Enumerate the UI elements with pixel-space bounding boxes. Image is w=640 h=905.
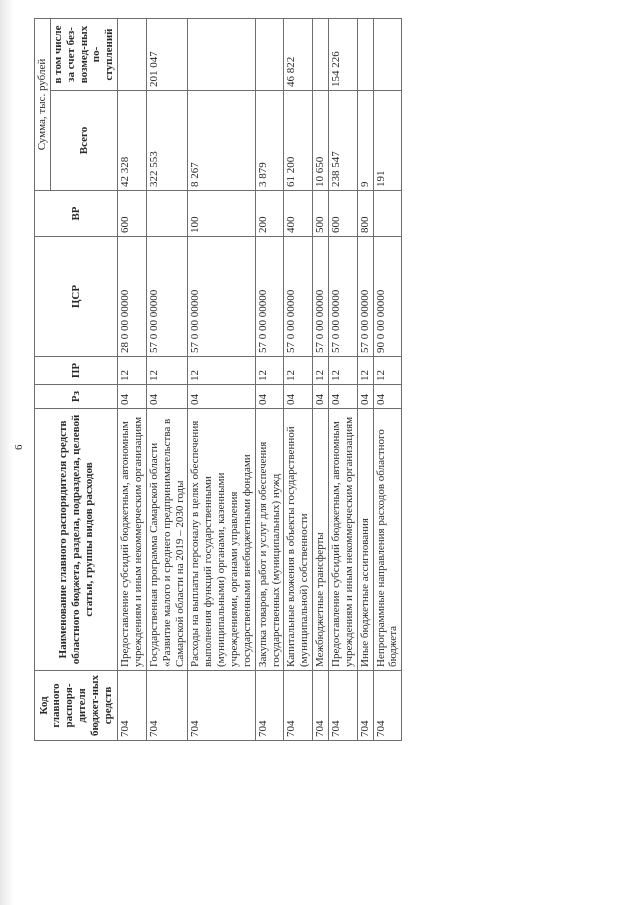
cell-incl: 201 047 — [146, 19, 188, 91]
cell-incl: 154 226 — [329, 19, 358, 91]
cell-vr: 200 — [255, 191, 284, 237]
cell-total: 191 — [373, 91, 402, 191]
cell-pr: 12 — [146, 357, 188, 385]
cell-pr: 12 — [255, 357, 284, 385]
cell-total: 3 879 — [255, 91, 284, 191]
cell-name: Расходы на выплаты персоналу в целях обеспечения выполнения функций государственными (муниципальными) органами, казенными учреждениями, органами управления государственными внебюджетными фондами — [188, 409, 255, 671]
cell-total: 8 267 — [188, 91, 255, 191]
cell-rz: 04 — [313, 385, 329, 409]
cell-code: 704 — [118, 671, 147, 741]
cell-rz: 04 — [118, 385, 147, 409]
cell-rz: 04 — [188, 385, 255, 409]
table-row — [118, 19, 147, 741]
cell-name: Капитальные вложения в объекты государственной (муниципальной) собственности — [284, 409, 313, 671]
cell-rz: 04 — [373, 385, 402, 409]
cell-pr: 12 — [329, 357, 358, 385]
cell-name: Предоставление субсидий бюджетным, автономным учреждениям и иным некоммерческим организациям — [329, 409, 358, 671]
cell-incl — [118, 19, 147, 91]
cell-rz: 04 — [255, 385, 284, 409]
table-row — [373, 19, 402, 741]
cell-code: 704 — [373, 671, 402, 741]
cell-pr: 12 — [188, 357, 255, 385]
cell-incl — [357, 19, 373, 91]
cell-name: Предоставление субсидий бюджетным, автономным учреждениям и иным некоммерческим организациям — [118, 409, 147, 671]
cell-name: Межбюджетные трансферты — [313, 409, 329, 671]
cell-pr: 12 — [313, 357, 329, 385]
cell-total: 322 553 — [146, 91, 188, 191]
cell-rz: 04 — [284, 385, 313, 409]
header-total: Всего — [50, 91, 117, 191]
cell-code: 704 — [357, 671, 373, 741]
header-name: Наименование главного распорядителя средств областного бюджета, раздела, подраздела, целевой статьи, группы видов расходов — [35, 409, 118, 671]
cell-name: Непрограммные направления расходов областного бюджета — [373, 409, 402, 671]
cell-code: 704 — [255, 671, 284, 741]
cell-csr: 90 0 00 00000 — [373, 237, 402, 357]
cell-total: 10 650 — [313, 91, 329, 191]
cell-total: 9 — [357, 91, 373, 191]
header-row-top — [35, 19, 51, 741]
page-number: 6 — [13, 444, 25, 450]
cell-vr: 100 — [188, 191, 255, 237]
cell-csr: 57 0 00 00000 — [313, 237, 329, 357]
cell-csr: 57 0 00 00000 — [357, 237, 373, 357]
cell-csr: 57 0 00 00000 — [255, 237, 284, 357]
cell-pr: 12 — [357, 357, 373, 385]
cell-incl — [373, 19, 402, 91]
header-code: Код главного распоря-дителя бюджет-ных средств — [35, 671, 118, 741]
cell-total: 61 200 — [284, 91, 313, 191]
cell-name: Государственная программа Самарской области «Развитие малого и среднего предпринимательства в Самарской области на 2019 – 2030 годы — [146, 409, 188, 671]
header-sum-group: Сумма, тыс. рублей — [35, 19, 51, 191]
cell-pr: 12 — [118, 357, 147, 385]
table-row — [329, 19, 358, 741]
cell-vr: 500 — [313, 191, 329, 237]
header-incl: в том числе за счет без-возмед-ных по-ступлений — [50, 19, 117, 91]
header-vr: ВР — [35, 191, 118, 237]
cell-code: 704 — [329, 671, 358, 741]
cell-csr: 57 0 00 00000 — [284, 237, 313, 357]
cell-csr: 57 0 00 00000 — [329, 237, 358, 357]
cell-incl — [188, 19, 255, 91]
cell-code: 704 — [188, 671, 255, 741]
table-row — [188, 19, 255, 741]
cell-vr: 600 — [329, 191, 358, 237]
cell-vr: 800 — [357, 191, 373, 237]
cell-csr: 57 0 00 00000 — [146, 237, 188, 357]
cell-vr — [146, 191, 188, 237]
header-csr: ЦСР — [35, 237, 118, 357]
table-row — [284, 19, 313, 741]
cell-incl — [255, 19, 284, 91]
cell-csr: 57 0 00 00000 — [188, 237, 255, 357]
cell-incl: 46 822 — [284, 19, 313, 91]
cell-pr: 12 — [284, 357, 313, 385]
table-row — [313, 19, 329, 741]
cell-csr: 28 0 00 00000 — [118, 237, 147, 357]
table-row — [255, 19, 284, 741]
table-row — [146, 19, 188, 741]
cell-name: Иные бюджетные ассигнования — [357, 409, 373, 671]
cell-vr: 400 — [284, 191, 313, 237]
cell-code: 704 — [313, 671, 329, 741]
cell-code: 704 — [284, 671, 313, 741]
cell-name: Закупка товаров, работ и услуг для обеспечения государственных (муниципальных) нужд — [255, 409, 284, 671]
cell-vr: 600 — [118, 191, 147, 237]
cell-code: 704 — [146, 671, 188, 741]
cell-vr — [373, 191, 402, 237]
cell-rz: 04 — [357, 385, 373, 409]
cell-rz: 04 — [329, 385, 358, 409]
header-rz: Рз — [35, 385, 118, 409]
header-pr: ПР — [35, 357, 118, 385]
cell-rz: 04 — [146, 385, 188, 409]
cell-pr: 12 — [373, 357, 402, 385]
budget-table — [34, 18, 402, 741]
table-row — [357, 19, 373, 741]
cell-incl — [313, 19, 329, 91]
cell-total: 238 547 — [329, 91, 358, 191]
cell-total: 42 328 — [118, 91, 147, 191]
